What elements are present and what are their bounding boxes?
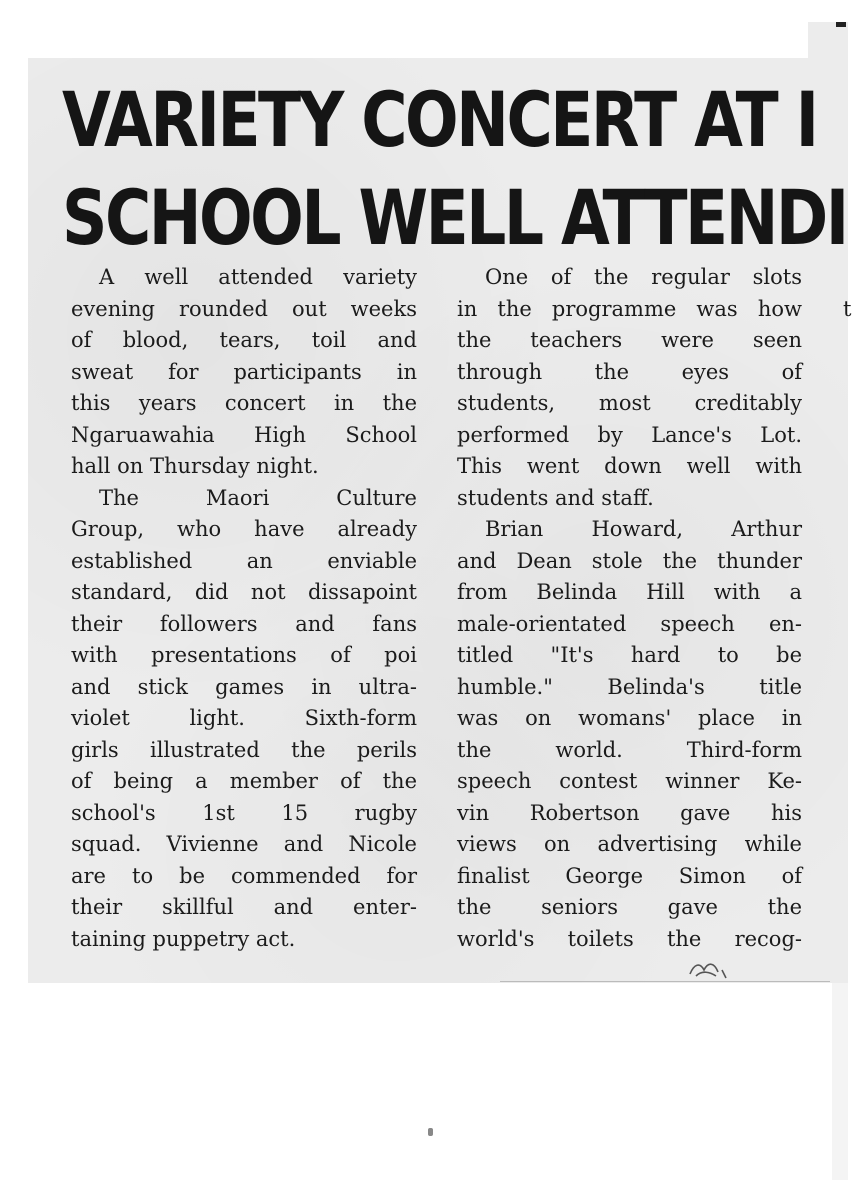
column-2-line: the teachers were seen [457, 328, 802, 352]
column-2-line: One of the regular slots [485, 265, 802, 289]
column-1-line: with presentations of poi [71, 643, 417, 667]
column-2-line: students and staff. [457, 485, 654, 510]
column-2-line: and Dean stole the thunder [457, 548, 802, 573]
column-2-line: vin Robertson gave his [457, 800, 802, 825]
headline-line-2: SCHOOL WELL ATTENDI [62, 173, 847, 262]
column-2-line: speech contest winner Ke- [457, 769, 802, 793]
column-1-line: Group, who have already [71, 517, 417, 541]
article-column-3-edge [843, 262, 853, 325]
column-1-line: of blood, tears, toil and [71, 328, 417, 352]
column-2-line: titled "It's hard to be [457, 643, 802, 667]
column-2-line: world's toilets the recog- [457, 926, 802, 951]
adjacent-paper-edge [832, 980, 848, 1180]
column-2-line: views on advertising while [457, 832, 802, 856]
headline-line-1: VARIETY CONCERT AT I [62, 75, 817, 164]
article-column-2 [457, 262, 802, 955]
column-1-line: Ngaruawahia High School [71, 422, 417, 447]
column-2-line: from Belinda Hill with a [457, 580, 802, 604]
column-2-line: through the eyes of [457, 359, 802, 384]
clipping-bottom-edge [500, 981, 830, 982]
column-1-line: established an enviable [71, 548, 417, 573]
column-1-line: are to be commended for [71, 863, 417, 888]
column-1-line: standard, did not dissapoint [71, 580, 417, 604]
column-3-line [843, 262, 853, 294]
column-2-line: was on womans' place in [457, 706, 802, 730]
column-2-line: the world. Third-form [457, 737, 802, 762]
adjacent-clipping-edge [808, 22, 848, 62]
corner-mark [836, 22, 846, 27]
column-1-line: girls illustrated the perils [71, 737, 417, 762]
column-2-line: in the programme was how [457, 296, 802, 321]
column-1-line: of being a member of the [71, 769, 417, 793]
column-2-line: students, most creditably [457, 391, 802, 415]
column-1-line: hall on Thursday night. [71, 454, 319, 478]
article-column-1 [71, 262, 417, 955]
column-2-line: This went down well with [457, 454, 802, 478]
paper-speck [428, 1128, 433, 1136]
column-2-line: performed by Lance's Lot. [457, 422, 802, 447]
ink-smudge-icon [686, 958, 730, 980]
column-1-line: sweat for participants in [71, 359, 417, 384]
column-1-line: their skillful and enter- [71, 895, 417, 919]
column-1-line: A well attended variety [99, 265, 417, 289]
column-2-line: finalist George Simon of [457, 863, 802, 888]
column-1-line: and stick games in ultra- [71, 674, 417, 699]
column-2-line: male-orientated speech en- [457, 611, 802, 636]
column-1-line: The Maori Culture [99, 485, 417, 510]
column-1-line: evening rounded out weeks [71, 296, 417, 321]
column-1-line: violet light. Sixth-form [71, 706, 417, 730]
column-2-line: Brian Howard, Arthur [485, 517, 802, 541]
column-3-line: t [843, 296, 852, 321]
column-1-line: this years concert in the [71, 391, 417, 415]
column-1-line: squad. Vivienne and Nicole [71, 832, 417, 856]
column-1-line: taining puppetry act. [71, 926, 296, 951]
column-1-line: their followers and fans [71, 611, 417, 636]
column-2-line: the seniors gave the [457, 895, 802, 919]
column-2-line: humble." Belinda's title [457, 674, 802, 699]
column-1-line: school's 1st 15 rugby [71, 800, 417, 825]
